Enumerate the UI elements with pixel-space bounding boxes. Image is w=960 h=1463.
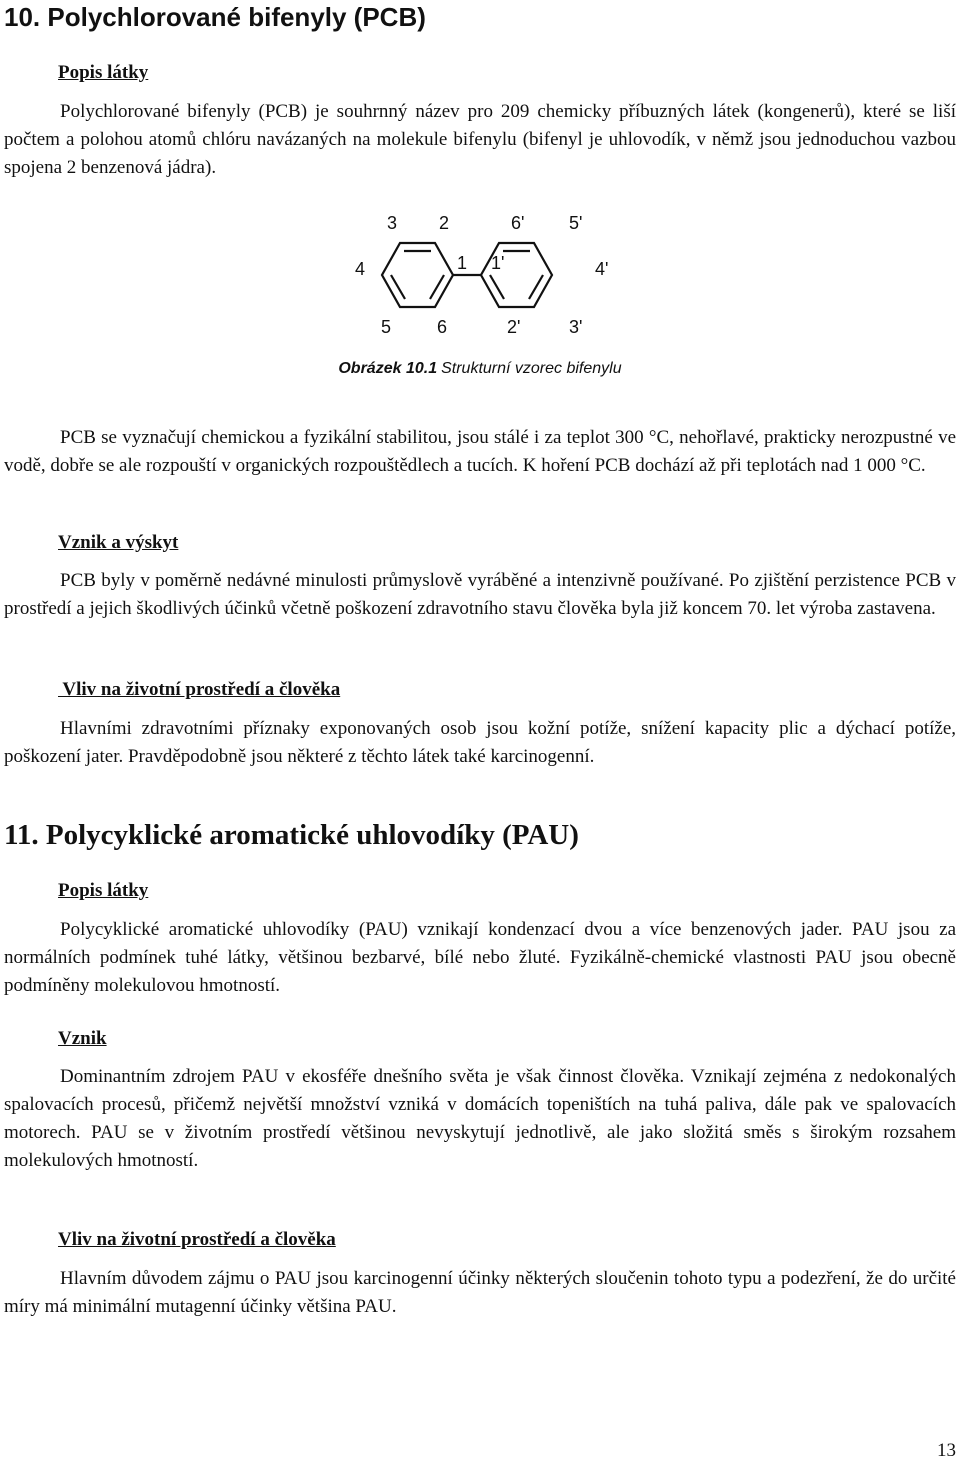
section-11-origin-heading: Vznik [58, 1028, 107, 1049]
atom-label-3-prime: 3' [569, 317, 583, 337]
atom-label-5: 5 [381, 317, 392, 337]
atom-label-1: 1 [457, 253, 468, 273]
section-10-title: 10. Polychlorované bifenyly (PCB) [4, 2, 426, 32]
section-10-origin-paragraph: PCB byly v poměrně nedávné minulosti průmyslově vyráběné a intenzivně používané. Po zjištění perzistence PCB v prostředí a jejich škodlivých účinků včetně poškození zdravotního stavu člověka byla již koncem 70. let výroba zastavena. [4, 570, 956, 619]
section-10-description-heading: Popis látky [58, 62, 149, 83]
figure-caption [0, 359, 960, 379]
atom-label-3: 3 [387, 213, 398, 233]
section-11-description-heading: Popis látky [58, 880, 149, 901]
section-10-impact-paragraph: Hlavními zdravotními příznaky exponovaných osob jsou kožní potíže, snížení kapacity plic a dýchací potíže, poškození jater. Pravděpodobně jsou některé z těchto látek také karcinogenní. [4, 718, 956, 767]
section-11-impact-paragraph: Hlavním důvodem zájmu o PAU jsou karcinogenní účinky některých sloučenin tohoto typu a podezření, že do určité míry má minimální mutagenní účinky většina PAU. [4, 1268, 956, 1317]
biphenyl-structure-diagram [345, 205, 625, 345]
section-11-title: 11. Polycyklické aromatické uhlovodíky (PAU) [4, 819, 579, 851]
left-benzene-ring [382, 243, 453, 307]
section-11-description-paragraph: Polycyklické aromatické uhlovodíky (PAU) vznikají kondenzací dvou a více benzenových jader. PAU jsou za normálních podmínek tuhé látky, většinou bezbarvé, bílé nebo žluté. Fyzikálně-chemické vlastnosti PAU jsou obecně podmíněny molekulovou hmotností. [4, 919, 956, 996]
section-10-properties-paragraph: PCB se vyznačují chemickou a fyzikální stabilitou, jsou stálé i za teplot 300 °C, nehořlavé, prakticky nerozpustné ve vodě, dobře se ale rozpouští v organických rozpouštědlech a tucích. K hoření PCB dochází až při teplotách nad 1 000 °C. [4, 427, 956, 476]
atom-label-1-prime: 1' [491, 253, 505, 273]
atom-label-4-prime: 4' [595, 259, 609, 279]
atom-label-4: 4 [355, 259, 366, 279]
section-11-impact-heading: Vliv na životní prostředí a člověka [58, 1229, 336, 1250]
figure-caption-label: Obrázek 10.1 [338, 360, 438, 377]
page-number: 13 [937, 1440, 956, 1461]
atom-label-6: 6 [437, 317, 448, 337]
atom-label-6-prime: 6' [511, 213, 525, 233]
section-10-description-paragraph: Polychlorované bifenyly (PCB) je souhrnný název pro 209 chemicky příbuzných látek (kongenerů), které se liší počtem a polohou atomů chlóru navázaných na molekule bifenylu (bifenyl je uhlovodík, v němž jsou jednoduchou vazbou spojena 2 benzenová jádra). [4, 101, 956, 178]
atom-label-2: 2 [439, 213, 450, 233]
section-10-origin-heading: Vznik a výskyt [58, 532, 179, 553]
figure-caption-text: Strukturní vzorec bifenylu [441, 360, 622, 377]
atom-label-5-prime: 5' [569, 213, 583, 233]
section-10-impact-heading: Vliv na životní prostředí a člověka [58, 679, 341, 700]
atom-label-2-prime: 2' [507, 317, 521, 337]
section-11-origin-paragraph: Dominantním zdrojem PAU v ekosféře dnešního světa je však činnost člověka. Vznikají zejména z nedokonalých spalovacích procesů, přičemž největší množství vzniká v domácích topeništích na tuhá paliva, dále pak ve spalovacích motorech. PAU se v životním prostředí většinou nevyskytují jednotlivě, ale jako složitá směs s širokým rozsahem molekulových hmotností. [4, 1066, 956, 1171]
